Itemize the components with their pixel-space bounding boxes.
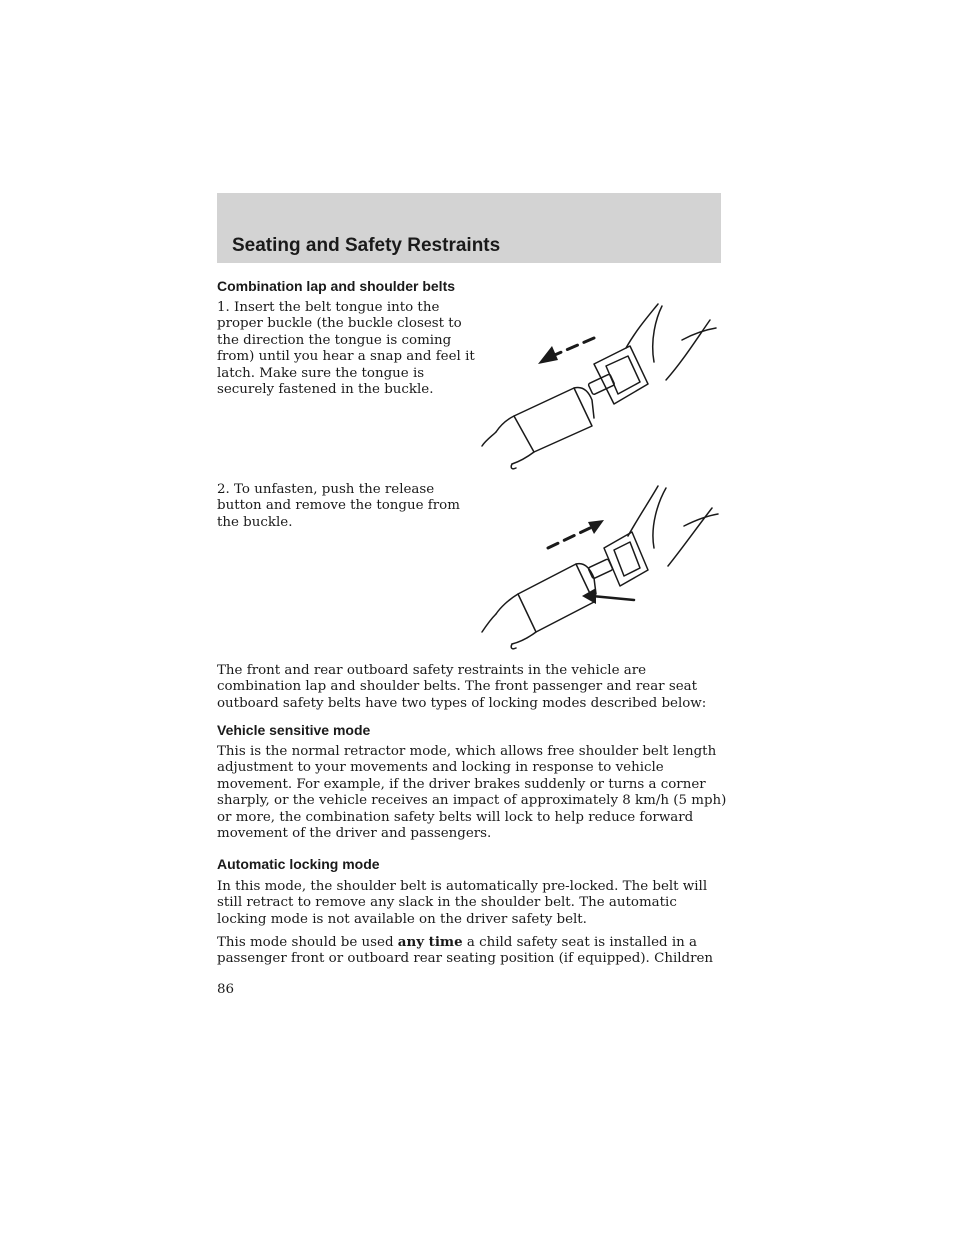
belt-fasten-illustration xyxy=(478,300,723,472)
automatic-locking-text: In this mode, the shoulder belt is automatically pre-locked. The belt will still retract to remove any slack in the shoulder belt. The automatic locking mode is not available on the driver safety belt. xyxy=(217,879,708,927)
page-number: 86 xyxy=(217,982,235,997)
section-title: Seating and Safety Restraints xyxy=(232,235,501,256)
child-seat-note-emphasis: any time xyxy=(397,934,463,950)
vehicle-sensitive-text: This is the normal retractor mode, which allows free shoulder belt length adjustment to your movements and locking in response to vehicle movement. For example, if the driver brakes suddenly or turns a corner sharply, or the vehicle receives an impact of approximately 8 km/h (5 mph) or more, the combination safety belts will lock to help reduce forward movement of the driver and passengers. xyxy=(217,744,727,842)
child-seat-note xyxy=(217,934,727,968)
unfasten-step-text: 2. To unfasten, push the release button and remove the tongue from the buckle. xyxy=(217,482,460,530)
vehicle-sensitive-heading: Vehicle sensitive mode xyxy=(217,722,371,738)
combination-belts-heading: Combination lap and shoulder belts xyxy=(217,278,456,294)
section-header-band xyxy=(217,193,721,263)
locking-modes-intro: The front and rear outboard safety restraints in the vehicle are combination lap and shoulder belts. The front passenger and rear seat outboard safety belts have two types of locking modes described below: xyxy=(217,663,707,711)
fasten-step-text: 1. Insert the belt tongue into the proper buckle (the buckle closest to the direction the tongue is coming from) until you hear a snap and feel it latch. Make sure the tongue is securely fastened in the buckle. xyxy=(217,300,475,398)
child-seat-note-end: a child safety seat is installed in a passenger front or outboard rear seating position (if equipped). Children xyxy=(217,935,714,967)
automatic-locking-heading: Automatic locking mode xyxy=(217,856,380,872)
child-seat-note-start: This mode should be used xyxy=(217,935,398,950)
belt-unfasten-illustration xyxy=(478,482,723,650)
